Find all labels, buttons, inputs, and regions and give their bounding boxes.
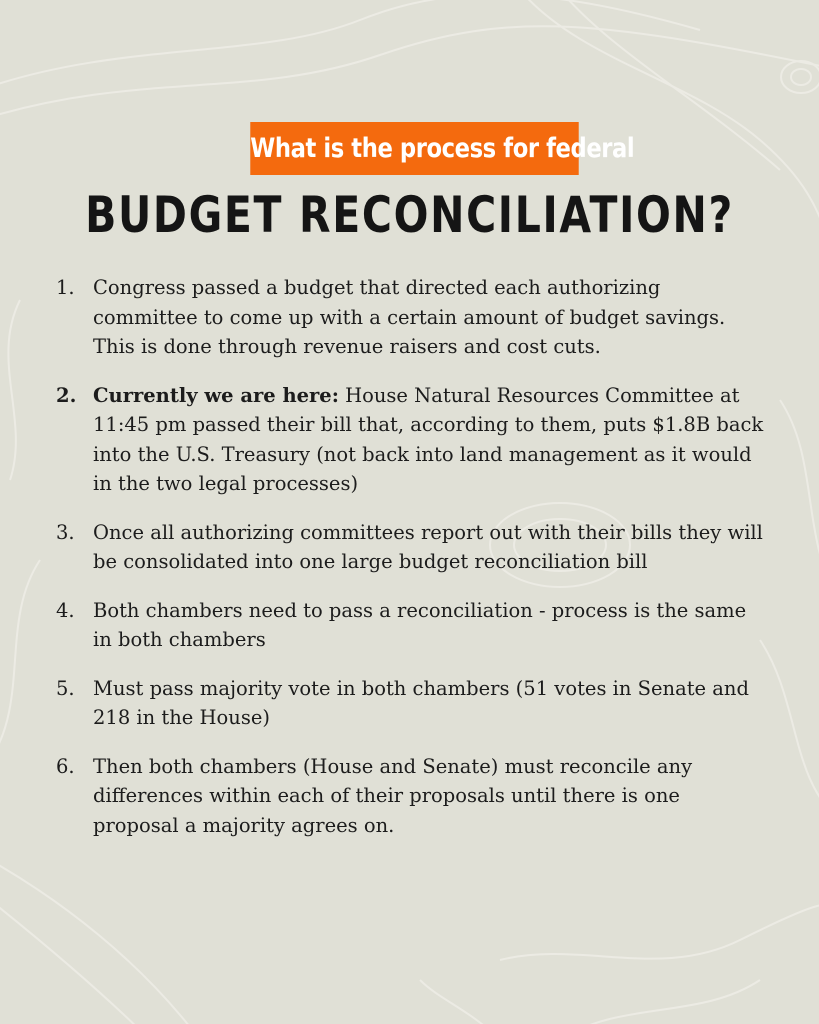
step-item — [56, 674, 766, 733]
page-title: BUDGET RECONCILIATION? — [85, 186, 734, 244]
step-number: 4. — [56, 598, 75, 622]
process-steps-list — [56, 273, 766, 859]
step-number: 3. — [56, 520, 75, 544]
step-text: Once all authorizing committees report out with their bills they will be consolidated into one large budget reconciliation bill — [93, 520, 763, 573]
step-text: Congress passed a budget that directed each authorizing committee to come up with a certain amount of budget savings. This is done through revenue raisers and cost cuts. — [93, 276, 726, 358]
step-description: House Natural Resources Committee at 11:45 pm passed their bill that, according to them, puts $1.8B back into the U.S. Treasury (not back into land management as it would in the two legal processes) — [93, 383, 764, 495]
step-item — [56, 518, 766, 577]
step-text — [93, 381, 766, 499]
current-stage-label: Currently we are here: — [93, 383, 339, 407]
step-number: 6. — [56, 754, 75, 778]
step-item — [56, 381, 766, 499]
step-item — [56, 273, 766, 362]
kicker-label: What is the process for federal — [250, 122, 578, 175]
step-text: Must pass majority vote in both chambers (51 votes in Senate and 218 in the House) — [93, 676, 749, 729]
step-number: 1. — [56, 276, 75, 299]
step-item — [56, 752, 766, 841]
step-text: Then both chambers (House and Senate) must reconcile any differences within each of their proposals until there is one proposal a majority agrees on. — [93, 754, 693, 837]
step-number: 5. — [56, 676, 75, 700]
step-item — [56, 596, 766, 655]
step-text: Both chambers need to pass a reconciliation - process is the same in both chambers — [93, 598, 747, 651]
step-number: 2. — [56, 383, 77, 407]
